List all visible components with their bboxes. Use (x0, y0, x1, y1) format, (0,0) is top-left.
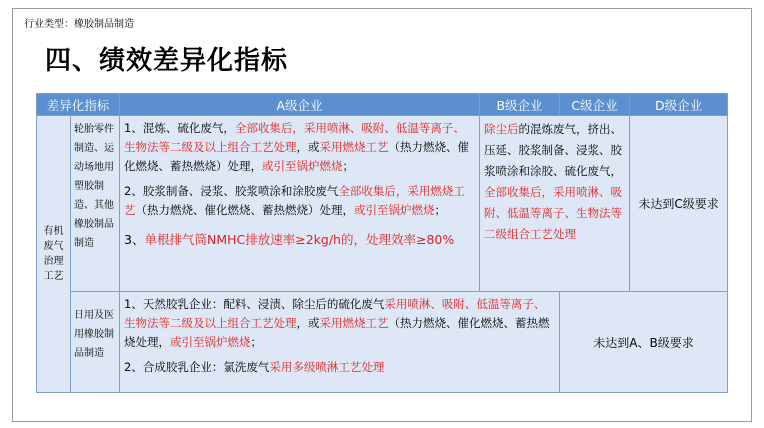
body-text: 2、胶浆制备、浸浆、胶浆喷涂和涂胶废气 (124, 184, 339, 198)
subcategory-cell: 轮胎零件制造、运动场地用塑胶制造、其他橡胶制品制造 (71, 116, 120, 292)
table-header-row (37, 94, 728, 116)
emphasis-text: 采用燃烧工艺 (319, 316, 389, 330)
emphasis-text: 全部收集后，采用喷淋、吸附、低温等离子、生物法等二级及以上组合工艺处理 (124, 121, 465, 154)
performance-indicator-table (36, 93, 728, 393)
category-cell: 有机废气治理工艺 (37, 116, 71, 393)
emphasis-text: 全部收集后，采用燃烧工艺 (124, 184, 465, 217)
body-text: 1、混炼、硫化废气， (124, 121, 235, 135)
header-grade-a: A级企业 (120, 94, 480, 116)
body-text: ，或 (296, 316, 320, 330)
body-text: （热力燃烧、催化燃烧、蓄热燃烧处理， (124, 316, 550, 349)
emphasis-text: 采用喷淋、吸附、低温等离子、生物法等二级及以上组合工艺处理 (124, 297, 546, 330)
grade-bcd-requirements: 未达到A、B级要求 (560, 292, 728, 393)
industry-type-label: 行业类型：橡胶制品制造 (24, 19, 134, 30)
grade-b-text (484, 119, 625, 245)
grade-a-requirements (120, 116, 480, 292)
body-text: ，或 (296, 140, 320, 154)
grade-b-requirements (480, 116, 630, 292)
grade-a-item (124, 358, 555, 377)
subcategory-cell: 日用及医用橡胶制品制造 (71, 292, 120, 393)
grade-a-item (124, 119, 475, 176)
grade-a-item (124, 182, 475, 220)
body-text: 1、天然胶乳企业：配料、浸渍、除尘后的硫化废气 (124, 297, 385, 311)
grade-d-requirements: 未达到C级要求 (630, 116, 728, 292)
body-text: 3、 (124, 232, 145, 247)
header-grade-b: B级企业 (480, 94, 560, 116)
emphasis-text: 全部收集后，采用喷淋、吸附、低温等离子、生物法等二级组合工艺处理 (484, 185, 623, 241)
table-row (37, 292, 728, 393)
body-text: ； (250, 335, 263, 349)
emphasis-text: 或引至锅炉燃烧 (354, 203, 435, 217)
emphasis-text: 或引至锅炉燃烧 (262, 159, 343, 173)
header-grade-c: C级企业 (560, 94, 630, 116)
body-text: 的混炼废气，挤出、压延、胶浆制备、浸浆、胶浆喷涂和涂胶、硫化废气， (484, 122, 623, 178)
grade-a-item (124, 295, 555, 352)
body-text: ； (342, 159, 355, 173)
emphasis-text: 采用燃烧工艺 (319, 140, 389, 154)
emphasis-text: 采用多级喷淋工艺处理 (269, 360, 385, 374)
body-text: 2、合成胶乳企业：氯洗废气 (124, 360, 270, 374)
emphasis-text: 除尘后 (484, 122, 519, 136)
emphasis-text: 单根排气筒NMHC排放速率≥2kg/h的，处理效率≥80% (144, 232, 455, 247)
grade-a-item (124, 230, 475, 249)
body-text: （热力燃烧、催化燃烧、蓄热燃烧）处理， (135, 203, 355, 217)
emphasis-text: 或引至锅炉燃烧 (170, 335, 251, 349)
header-grade-d: D级企业 (630, 94, 728, 116)
body-text: ； (434, 203, 447, 217)
section-title: 四、绩效差异化指标 (45, 46, 289, 76)
table-row (37, 116, 728, 292)
grade-a-requirements (120, 292, 560, 393)
header-indicator: 差异化指标 (37, 94, 120, 116)
body-text: （热力燃烧、催化燃烧、蓄热燃烧）处理， (124, 140, 470, 173)
